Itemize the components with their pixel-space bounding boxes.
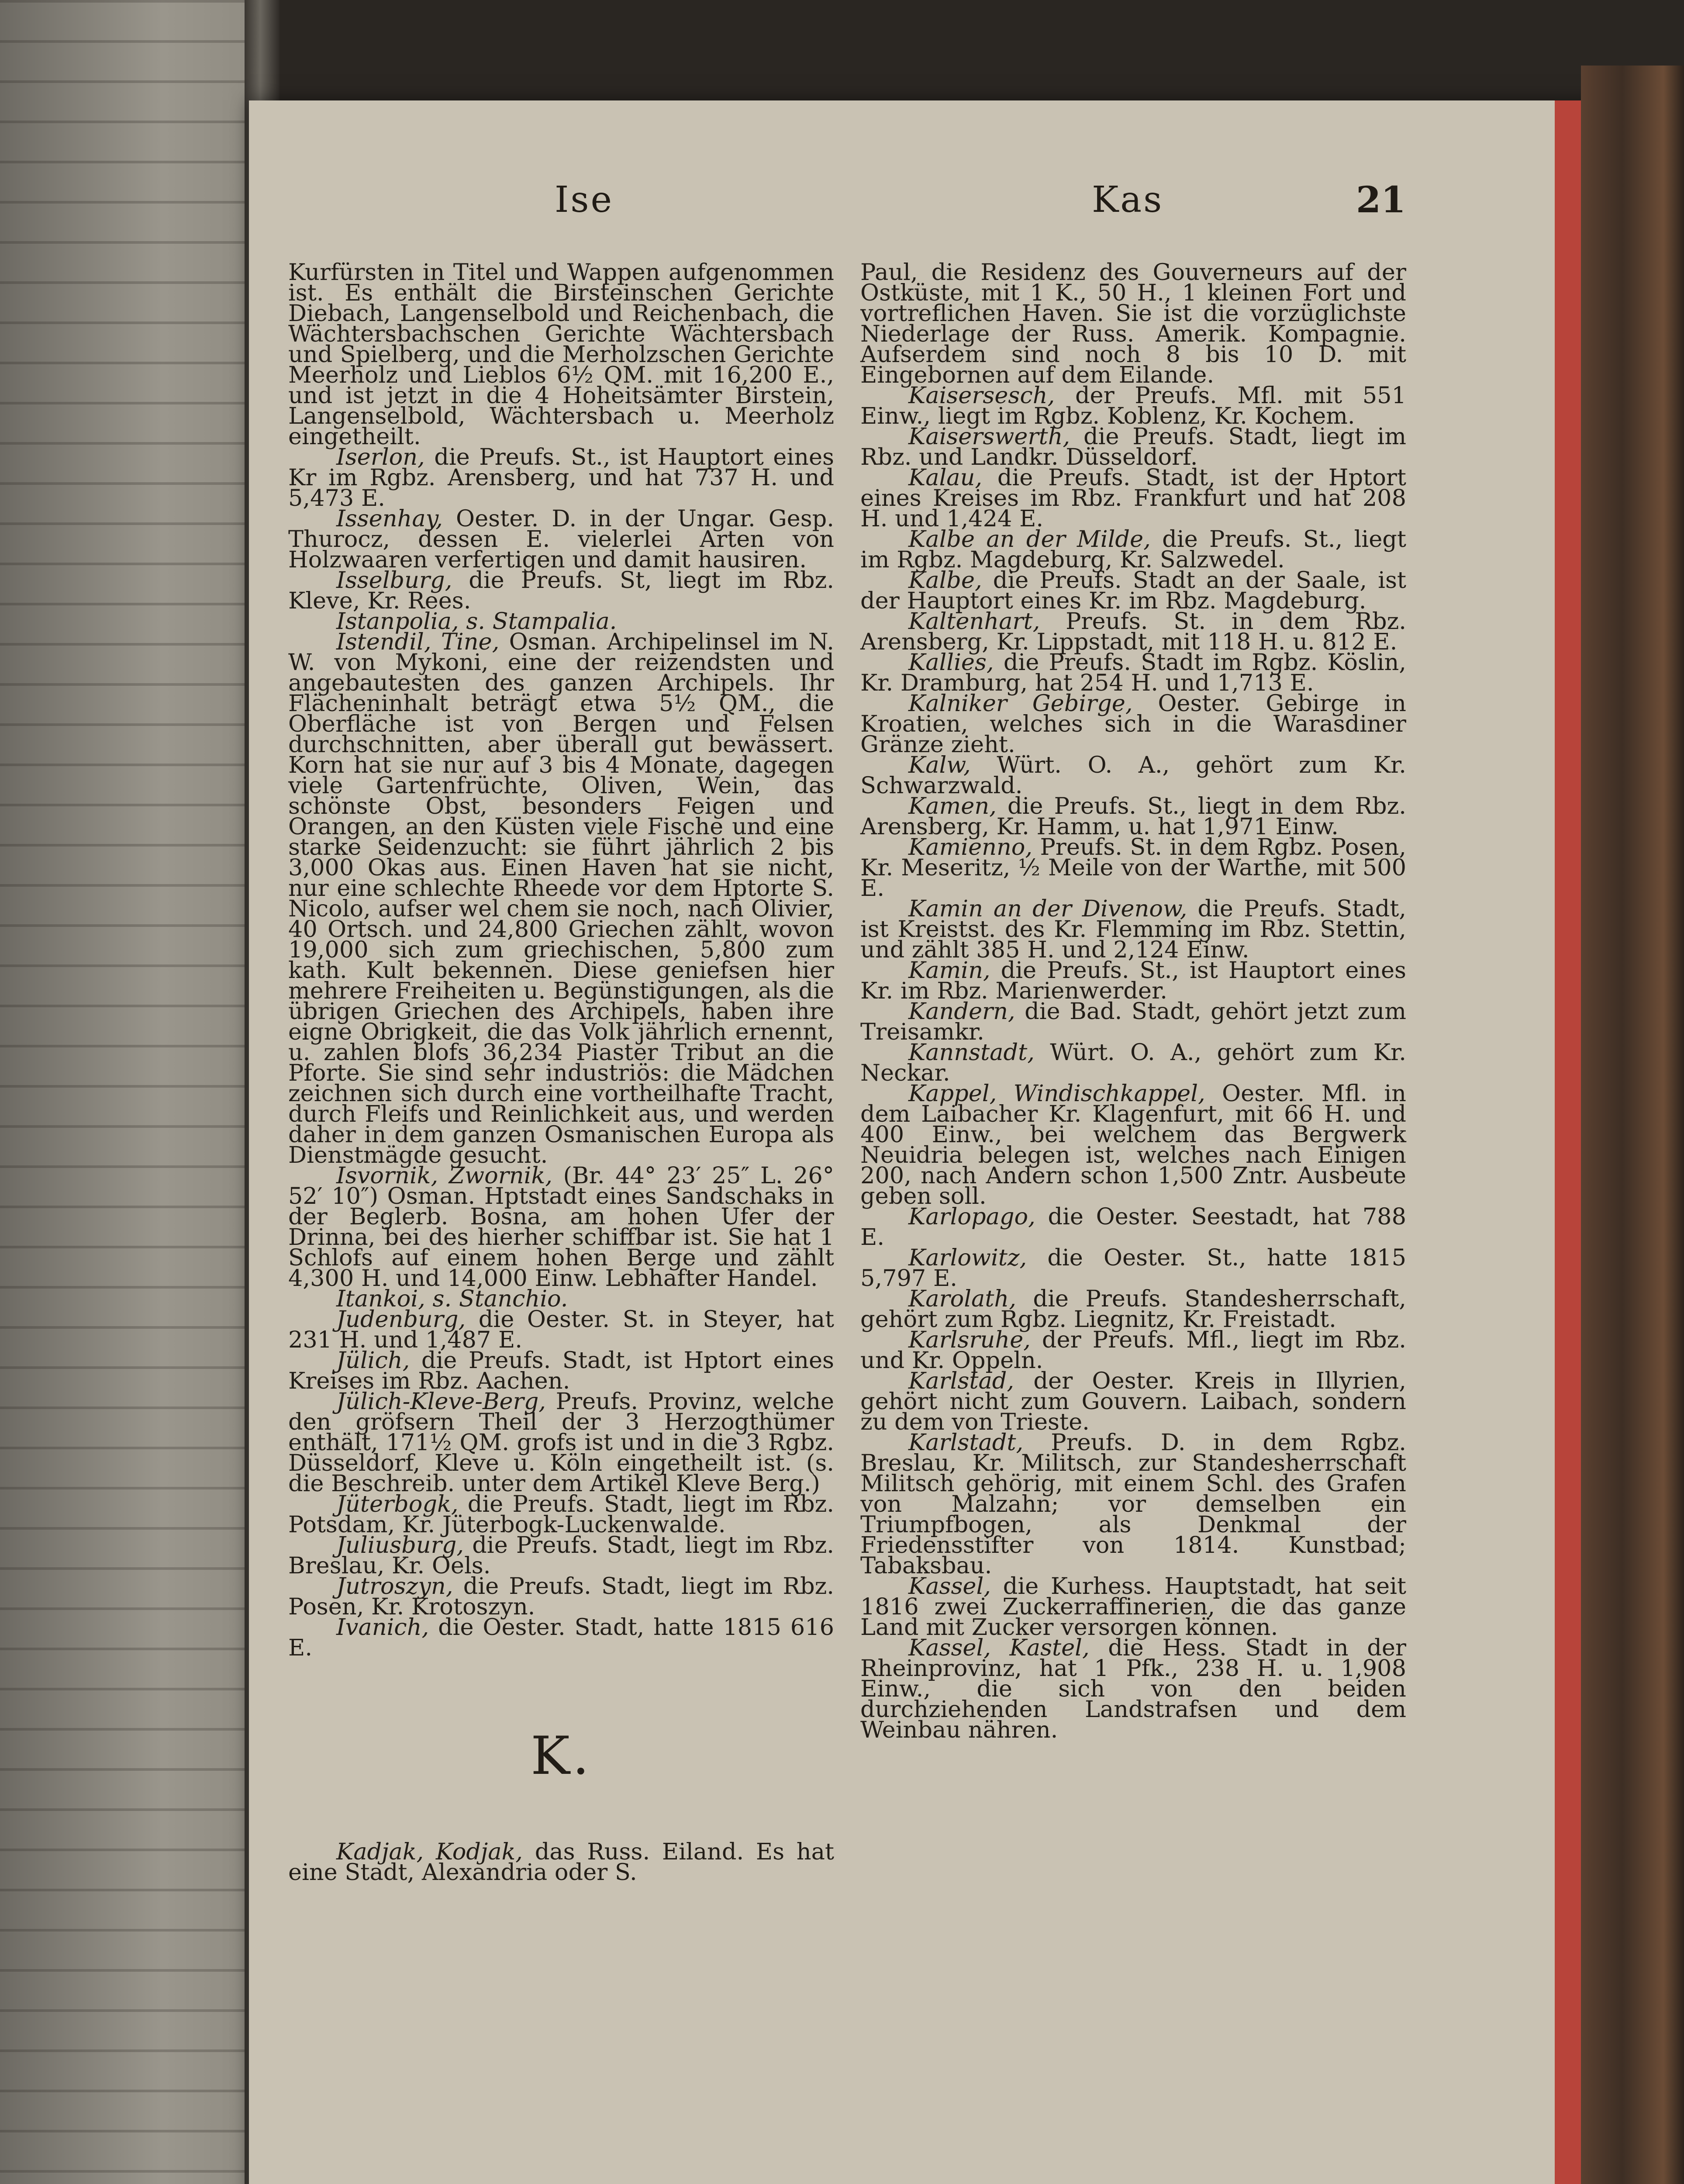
- entry-text: Kurfürsten in Titel und Wappen aufgenommen ist. Es enthält die Birsteinschen Gerichte Diebach, Langenselbold und Reichenbach, die Wächtersbachschen Gerichte Wächtersbach und Spielberg, und die Merholzschen Gerichte Meerholz und Lieblos 6½ QM. mit 16,200 E., und ist jetzt in die 4 Hoheitsämter Birstein, Langenselbold, Wächtersbach u. Meerholz eingetheilt.: [288, 259, 834, 450]
- dictionary-entry: [860, 1080, 1406, 1209]
- dictionary-entry: [860, 1635, 1406, 1743]
- right-column: [860, 259, 1406, 1743]
- entry-text: die Preufs. St., ist Hauptort eines Kr im Rgbz. Arensberg, und hat 737 H. und 5,473 E.: [288, 444, 834, 511]
- dictionary-entry: [288, 1614, 834, 1661]
- dictionary-entry: [288, 1162, 834, 1292]
- entry-keyword: Kamin an der Divenow,: [908, 895, 1187, 922]
- entry-keyword: Karlowitz,: [908, 1244, 1027, 1271]
- entry-keyword: Karolath,: [908, 1286, 1016, 1312]
- entry-keyword: Kalw,: [908, 752, 971, 778]
- entry-text: die Preufs. Stadt, liegt im Rbz. Posen, Kr. Krotoszyn.: [288, 1573, 834, 1620]
- dictionary-entry: [288, 444, 834, 511]
- entry-text: Oester. Mfl. in dem Laibacher Kr. Klagenfurt, mit 66 H. und 400 Einw., bei welchem das Bergwerk Neuidria belegen ist, welches nach Einigen 200, nach Andern schon 1,500 Zntr. Ausbeute geben soll.: [860, 1080, 1406, 1209]
- entry-text: die Oester. Stadt, hatte 1815 616 E.: [288, 1614, 834, 1661]
- entry-keyword: Jutroszyn,: [336, 1573, 453, 1600]
- entry-text: die Preufs. Stadt, ist der Hptort eines Kreises im Rbz. Frankfurt und hat 208 H. und 1,424 E.: [860, 464, 1406, 532]
- dictionary-entry: [860, 608, 1406, 655]
- entry-keyword: Kallies,: [908, 649, 994, 676]
- entry-text: Preufs. D. in dem Rgbz. Breslau, Kr. Militsch, zur Standesherrschaft Militsch gehörig, mit einem Schl. des Grafen von Malzahn; vor demselben ein Triumpfbogen, als Denkmal der Friedensstifter von 1814. Kunstbad; Tabaksbau.: [860, 1429, 1406, 1579]
- dictionary-entry: [860, 382, 1406, 429]
- entry-text: die Preufs. St, liegt im Rbz. Kleve, Kr. Rees.: [288, 567, 834, 614]
- entry-text: Preufs. Provinz, welche den gröfsern Theil der 3 Herzogthümer enthält, 171½ QM. grofs ist und in die 3 Rgbz. Düsseldorf, Kleve u. Köln eingetheilt ist. (s. die Beschreib. unter dem Artikel Kleve Berg.): [288, 1388, 834, 1497]
- entry-text: Oester. D. in der Ungar. Gesp. Thurocz, dessen E. vielerlei Arten von Holzwaaren verfertigen und damit hausiren.: [288, 505, 834, 573]
- entry-keyword: Istendil, Tine,: [336, 629, 500, 655]
- facing-page-left: [0, 0, 271, 2184]
- entry-keyword: Kassel,: [908, 1573, 991, 1600]
- dictionary-entry: [860, 793, 1406, 840]
- dictionary-entry: [860, 957, 1406, 1004]
- entry-text: die Oester. Seestadt, hat 788 E.: [860, 1203, 1406, 1251]
- entry-text: die Preufs. Stadt, liegt im Rbz. Potsdam, Kr. Jüterbogk-Luckenwalde.: [288, 1491, 834, 1538]
- left-column: [288, 259, 834, 1886]
- entry-text: die Oester. St., hatte 1815 5,797 E.: [860, 1244, 1406, 1292]
- dictionary-entry: [288, 1838, 834, 1886]
- entry-text: die Preufs. Stadt, liegt im Rbz. und Landkr. Düsseldorf.: [860, 423, 1406, 470]
- entry-keyword: Iserlon,: [336, 444, 425, 470]
- entry-keyword: Kalbe an der Milde,: [908, 526, 1151, 553]
- section-letter-heading: K.: [531, 1726, 592, 1787]
- entry-keyword: Istanpolia, s. Stampalia.: [336, 608, 617, 635]
- dictionary-entry: [860, 1327, 1406, 1374]
- dictionary-entry: [860, 998, 1406, 1045]
- entry-keyword: Kaltenhart,: [908, 608, 1040, 635]
- entry-keyword: Kassel, Kastel,: [908, 1635, 1090, 1661]
- header-left-keyword: Ise: [555, 179, 614, 221]
- entry-keyword: Jülich-Kleve-Berg,: [336, 1388, 546, 1415]
- entry-keyword: Kalbe,: [908, 567, 982, 594]
- entry-text: die Hess. Stadt in der Rheinprovinz, hat 1 Pfk., 238 H. u. 1,908 Einw., die sich von den beiden durchziehenden Landstrafsen und dem Weinbau nähren.: [860, 1635, 1406, 1743]
- entry-text: die Preufs. Stadt, ist Hptort eines Kreises im Rbz. Aachen.: [288, 1347, 834, 1394]
- entry-text: die Preufs. Stadt an der Saale, ist der Hauptort eines Kr. im Rbz. Magdeburg.: [860, 567, 1406, 614]
- entry-text: die Preufs. St., liegt im Rgbz. Magdeburg, Kr. Salzwedel.: [860, 526, 1406, 573]
- entry-keyword: Karlstadt,: [908, 1429, 1024, 1456]
- entry-keyword: Kannstadt,: [908, 1039, 1035, 1066]
- entry-text: die Preufs. Stadt, ist Kreistst. des Kr. Flemming im Rbz. Stettin, und zählt 385 H. und 2,124 Einw.: [860, 895, 1406, 963]
- page-number: 21: [1356, 179, 1406, 221]
- dictionary-entry: [860, 1203, 1406, 1251]
- entry-keyword: Kamin,: [908, 957, 990, 984]
- dictionary-entry: [860, 423, 1406, 470]
- dictionary-entry: [860, 567, 1406, 614]
- entry-text: die Oester. St. in Steyer, hat 231 H. und 1,487 E.: [288, 1306, 834, 1353]
- entry-text: Preufs. St. in dem Rgbz. Posen, Kr. Meseritz, ½ Meile von der Warthe, mit 500 E.: [860, 834, 1406, 902]
- entry-keyword: Kamen,: [908, 793, 997, 819]
- entry-text: der Oester. Kreis in Illyrien, gehört nicht zum Gouvern. Laibach, sondern zu dem von Trieste.: [860, 1368, 1406, 1435]
- entry-keyword: Jülich,: [336, 1347, 410, 1374]
- entry-text: Paul, die Residenz des Gouverneurs auf der Ostküste, mit 1 K., 50 H., 1 kleinen Fort und vortreflichen Haven. Sie ist die vorzüglichste Niederlage der Russ. Amerik. Kompagnie. Aufserdem sind noch 8 bis 10 D. mit Eingebornen auf dem Eilande.: [860, 259, 1406, 388]
- dictionary-entry: [288, 505, 834, 573]
- dictionary-entry: [860, 464, 1406, 532]
- header-right-keyword: Kas: [1092, 179, 1164, 221]
- dictionary-entry: [288, 1347, 834, 1394]
- entry-keyword: Kaiserswerth,: [908, 423, 1070, 450]
- entry-text: Osman. Archipelinsel im N. W. von Mykoni, eine der reizendsten und angebautesten des ganzen Archipels. Ihr Flächeninhalt beträgt etwa 5½ QM., die Oberfläche ist von Bergen und Felsen durchschnitten, aber überall gut bewässert. Korn hat sie nur auf 3 bis 4 Monate, dagegen viele Gartenfrüchte, Oliven, Wein, das schönste Obst, besonders Feigen und Orangen, an den Küsten viele Fische und eine starke Seidenzucht: sie führt jährlich 2 bis 3,000 Okas aus. Einen Haven hat sie nicht, nur eine schlechte Rheede vor dem Hptorte S. Nicolo, aufser wel chem sie noch, nach Olivier, 40 Ortsch. und 24,800 Griechen zählt, wovon 19,000 sich zum griechischen, 5,800 zum kath. Kult bekennen. Diese geniefsen hier mehrere Freiheiten u. Begünstigungen, als die übrigen Griechen des Archipels, haben ihre eigne Obrigkeit, die das Volk jährlich ernennt, u. zahlen blofs 36,234 Piaster Tribut an die Pforte. Sie sind sehr industriös: die Mädchen zeichnen sich durch eine vortheilhafte Tracht, durch Fleifs und Reinlichkeit aus, und werden daher in dem ganzen Osmanischen Europa als Dienstmägde gesucht.: [288, 629, 834, 1168]
- entry-text: die Preufs. St., ist Hauptort eines Kr. im Rbz. Marienwerder.: [860, 957, 1406, 1004]
- dictionary-entry: [860, 752, 1406, 799]
- entry-keyword: Karlopago,: [908, 1203, 1035, 1230]
- entry-keyword: Kalau,: [908, 464, 983, 491]
- dictionary-entry: [860, 1573, 1406, 1641]
- entry-keyword: Kandern,: [908, 998, 1015, 1025]
- dictionary-entry: [860, 834, 1406, 902]
- dictionary-entry: [860, 1286, 1406, 1333]
- page-red-edge: [1555, 100, 1581, 2184]
- entry-keyword: Isselburg,: [336, 567, 452, 594]
- dictionary-entry: [860, 895, 1406, 963]
- entry-keyword: Kadjak, Kodjak,: [336, 1838, 523, 1865]
- entry-keyword: Issenhay,: [336, 505, 443, 532]
- entry-text: der Preufs. Mfl., liegt im Rbz. und Kr. Oppeln.: [860, 1327, 1406, 1374]
- entry-text: die Preufs. Standesherrschaft, gehört zum Rgbz. Liegnitz, Kr. Freistadt.: [860, 1286, 1406, 1333]
- entry-text: die Kurhess. Hauptstadt, hat seit 1816 zwei Zuckerraffinerien, die das ganze Land mit Zucker versorgen können.: [860, 1573, 1406, 1641]
- dictionary-entry: [288, 1573, 834, 1620]
- dictionary-entry: [860, 259, 1406, 388]
- dictionary-entry: [860, 526, 1406, 573]
- entry-keyword: Juliusburg,: [336, 1532, 464, 1559]
- dictionary-entry: [860, 1244, 1406, 1292]
- entry-keyword: Kappel, Windischkappel,: [908, 1080, 1205, 1107]
- entry-keyword: Judenburg,: [336, 1306, 466, 1333]
- dictionary-entry: [860, 1368, 1406, 1435]
- entry-keyword: Isvornik, Zwornik,: [336, 1162, 552, 1189]
- entry-text: Würt. O. A., gehört zum Kr. Neckar.: [860, 1039, 1406, 1086]
- entry-keyword: Jüterbogk,: [336, 1491, 459, 1517]
- dictionary-entry: [288, 1388, 834, 1497]
- entry-keyword: Karlstad,: [908, 1368, 1015, 1394]
- entry-text: Würt. O. A., gehört zum Kr. Schwarzwald.: [860, 752, 1406, 799]
- dictionary-entry: [860, 1039, 1406, 1086]
- entry-text: das Russ. Eiland. Es hat eine Stadt, Alexandria oder S.: [288, 1838, 834, 1886]
- entry-keyword: Karlsruhe,: [908, 1327, 1031, 1353]
- dictionary-entry: [860, 649, 1406, 696]
- dictionary-entry: [860, 690, 1406, 758]
- entry-keyword: Kaisersesch,: [908, 382, 1055, 409]
- dictionary-entry: [288, 567, 834, 614]
- dictionary-entry: [288, 259, 834, 450]
- dictionary-entry: [860, 1429, 1406, 1579]
- entry-text: die Preufs. Stadt im Rgbz. Köslin, Kr. Dramburg, hat 254 H. und 1,713 E.: [860, 649, 1406, 696]
- entry-text: der Preufs. Mfl. mit 551 Einw., liegt im Rgbz. Koblenz, Kr. Kochem.: [860, 382, 1406, 429]
- entry-keyword: Kalniker Gebirge,: [908, 690, 1133, 717]
- entry-keyword: Ivanich,: [336, 1614, 429, 1641]
- dictionary-entry: [288, 1532, 834, 1579]
- entry-text: die Preufs. Stadt, liegt im Rbz. Breslau, Kr. Oels.: [288, 1532, 834, 1579]
- dictionary-entry: [288, 629, 834, 1168]
- dictionary-entry: [288, 1491, 834, 1538]
- entry-keyword: Kamienno,: [908, 834, 1033, 860]
- entry-text: die Preufs. St., liegt in dem Rbz. Arensberg, Kr. Hamm, u. hat 1,971 Einw.: [860, 793, 1406, 840]
- running-header: [249, 179, 1555, 232]
- entry-text: Preufs. St. in dem Rbz. Arensberg, Kr. Lippstadt, mit 118 H. u. 812 E.: [860, 608, 1406, 655]
- entry-text: (Br. 44° 23′ 25″ L. 26° 52′ 10″) Osman. Hptstadt eines Sandschaks in der Beglerb. Bosna, am hohen Ufer der Drinna, bei des hierher schiffbar ist. Sie hat 1 Schlofs auf einem hohen Berge und zählt 4,300 H. und 14,000 Einw. Lebhafter Handel.: [288, 1162, 834, 1292]
- entry-text: Oester. Gebirge in Kroatien, welches sich in die Warasdiner Gränze zieht.: [860, 690, 1406, 758]
- entry-text: die Bad. Stadt, gehört jetzt zum Treisamkr.: [860, 998, 1406, 1045]
- dictionary-entry: [288, 1306, 834, 1353]
- entry-keyword: Itankoi, s. Stanchio.: [336, 1286, 568, 1312]
- book-cover-edge: [1581, 66, 1684, 2184]
